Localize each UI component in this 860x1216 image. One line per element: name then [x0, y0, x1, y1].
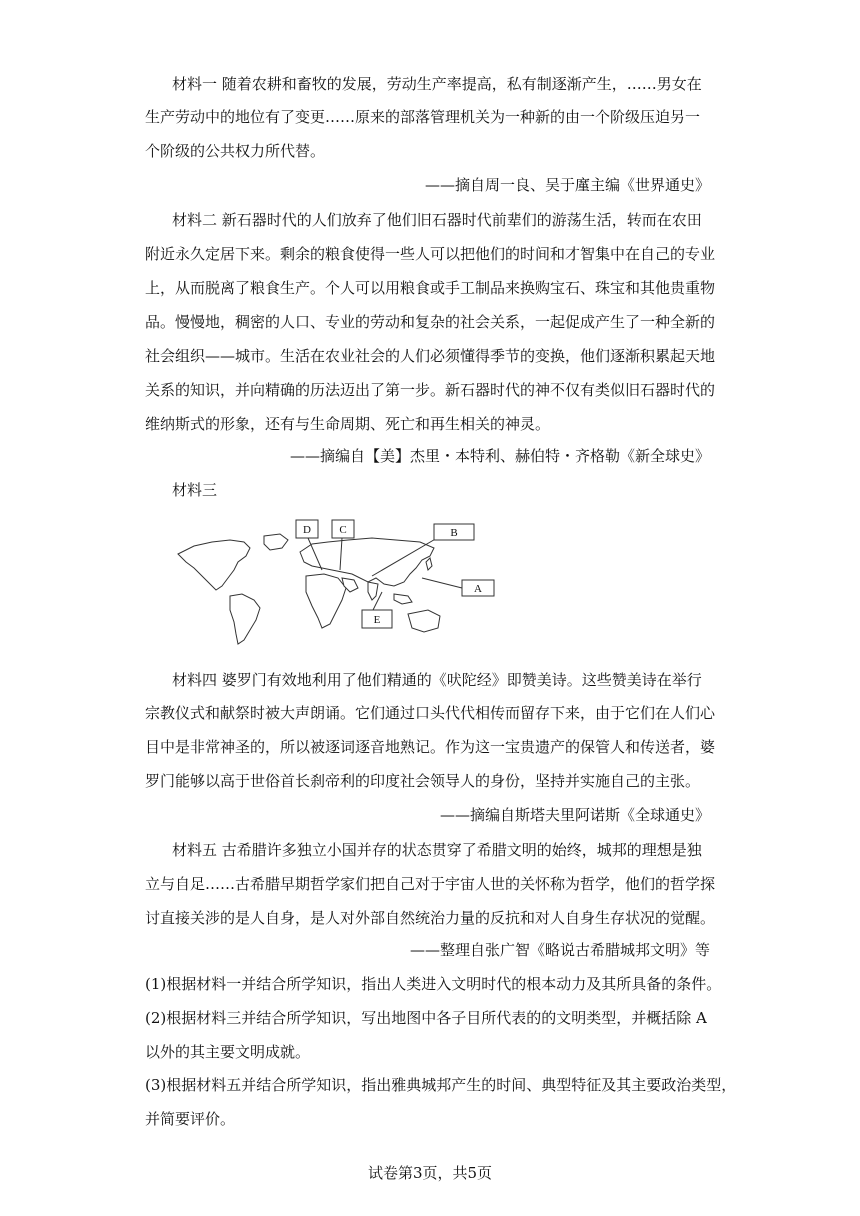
- material-4-source: ——摘编自斯塔夫里阿诺斯《全球通史》: [439, 806, 710, 824]
- southeast-asia-shape: [394, 594, 412, 604]
- material-1-line-2: 生产劳动中的地位有了变更……原来的部落管理机关为一种新的由一个阶级压迫另一: [145, 108, 701, 126]
- material-5-line-1: 材料五 古希腊许多独立小国并存的状态贯穿了希腊文明的始终，城邦的理想是独: [172, 841, 702, 859]
- material-5-source: ——整理自张广智《略说古希腊城邦文明》等: [409, 941, 710, 959]
- label-d: D: [303, 524, 311, 536]
- label-a: A: [474, 583, 482, 595]
- australia-shape: [408, 610, 440, 632]
- world-map: [172, 512, 512, 647]
- japan-shape: [426, 558, 432, 570]
- material-3-label: 材料三: [172, 481, 218, 499]
- page-footer: 试卷第3页，共5页: [367, 1164, 493, 1182]
- label-b: B: [450, 527, 458, 539]
- material-2-line-1: 材料二 新石器时代的人们放弃了他们旧石器时代前辈们的游荡生活，转而在农田: [172, 211, 702, 229]
- question-2-line-2: 以外的其主要文明成就。: [145, 1043, 311, 1061]
- africa-shape: [306, 574, 346, 628]
- question-1: (1)根据材料一并结合所学知识，指出人类进入文明时代的根本动力及其所具备的条件。: [145, 975, 722, 993]
- material-4-line-3: 目中是非常神圣的，所以被逐词逐音地熟记。作为这一宝贵遗产的保管人和传送者，婆: [145, 738, 716, 756]
- question-3-line-2: 并简要评价。: [145, 1110, 236, 1128]
- material-4-line-4: 罗门能够以高于世俗首长刹帝利的印度社会领导人的身份，坚持并实施自己的主张。: [145, 772, 701, 790]
- label-e: E: [373, 614, 381, 626]
- label-c: C: [339, 524, 347, 536]
- material-1-line-1: 材料一 随着农耕和畜牧的发展，劳动生产率提高，私有制逐渐产生，……男女在: [172, 75, 702, 93]
- india-shape: [368, 582, 378, 600]
- material-2-line-5: 社会组织——城市。生活在农业社会的人们必须懂得季节的变换，他们逐渐积累起天地: [145, 347, 716, 365]
- material-1-line-3: 个阶级的公共权力所代替。: [145, 142, 326, 160]
- material-2-line-6: 关系的知识，并向精确的历法迈出了第一步。新石器时代的神不仅有类似旧石器时代的: [145, 381, 716, 399]
- material-2-line-7: 维纳斯式的形象，还有与生命周期、死亡和再生相关的神灵。: [145, 415, 551, 433]
- material-5-line-2: 立与自足……古希腊早期哲学家们把自己对于宇宙人世的关怀称为哲学，他们的哲学探: [145, 875, 716, 893]
- material-4-line-1: 材料四 婆罗门有效地利用了他们精通的《吠陀经》即赞美诗。这些赞美诗在举行: [172, 671, 702, 689]
- material-2-line-4: 品。慢慢地，稠密的人口、专业的劳动和复杂的社会关系，一起促成产生了一种全新的: [145, 313, 716, 331]
- material-5-line-3: 讨直接关涉的是人自身，是人对外部自然统治力量的反抗和对人自身生存状况的觉醒。: [145, 909, 716, 927]
- south-america-shape: [230, 594, 260, 644]
- material-4-line-2: 宗教仪式和献祭时被大声朗诵。它们通过口头代代相传而留存下来，由于它们在人们心: [145, 704, 716, 722]
- material-2-source: ——摘编自【美】杰里・本特利、赫伯特・齐格勒《新全球史》: [289, 447, 710, 465]
- material-2-line-3: 上，从而脱离了粮食生产。个人可以用粮食或手工制品来换购宝石、珠宝和其他贵重物: [145, 279, 716, 297]
- north-america-shape: [178, 540, 250, 590]
- question-3-line-1: (3)根据材料五并结合所学知识，指出雅典城邦产生的时间、典型特征及其主要政治类型，: [145, 1076, 737, 1094]
- pointer-a: [422, 578, 462, 588]
- material-1-source: ——摘自周一良、吴于廑主编《世界通史》: [424, 176, 710, 194]
- material-2-line-2: 附近永久定居下来。剩余的粮食使得一些人可以把他们的时间和才智集中在自己的专业: [145, 245, 716, 263]
- greenland-shape: [264, 534, 288, 550]
- question-2-line-1: (2)根据材料三并结合所学知识，写出地图中各子目所代表的的文明类型，并概括除 A: [145, 1009, 707, 1027]
